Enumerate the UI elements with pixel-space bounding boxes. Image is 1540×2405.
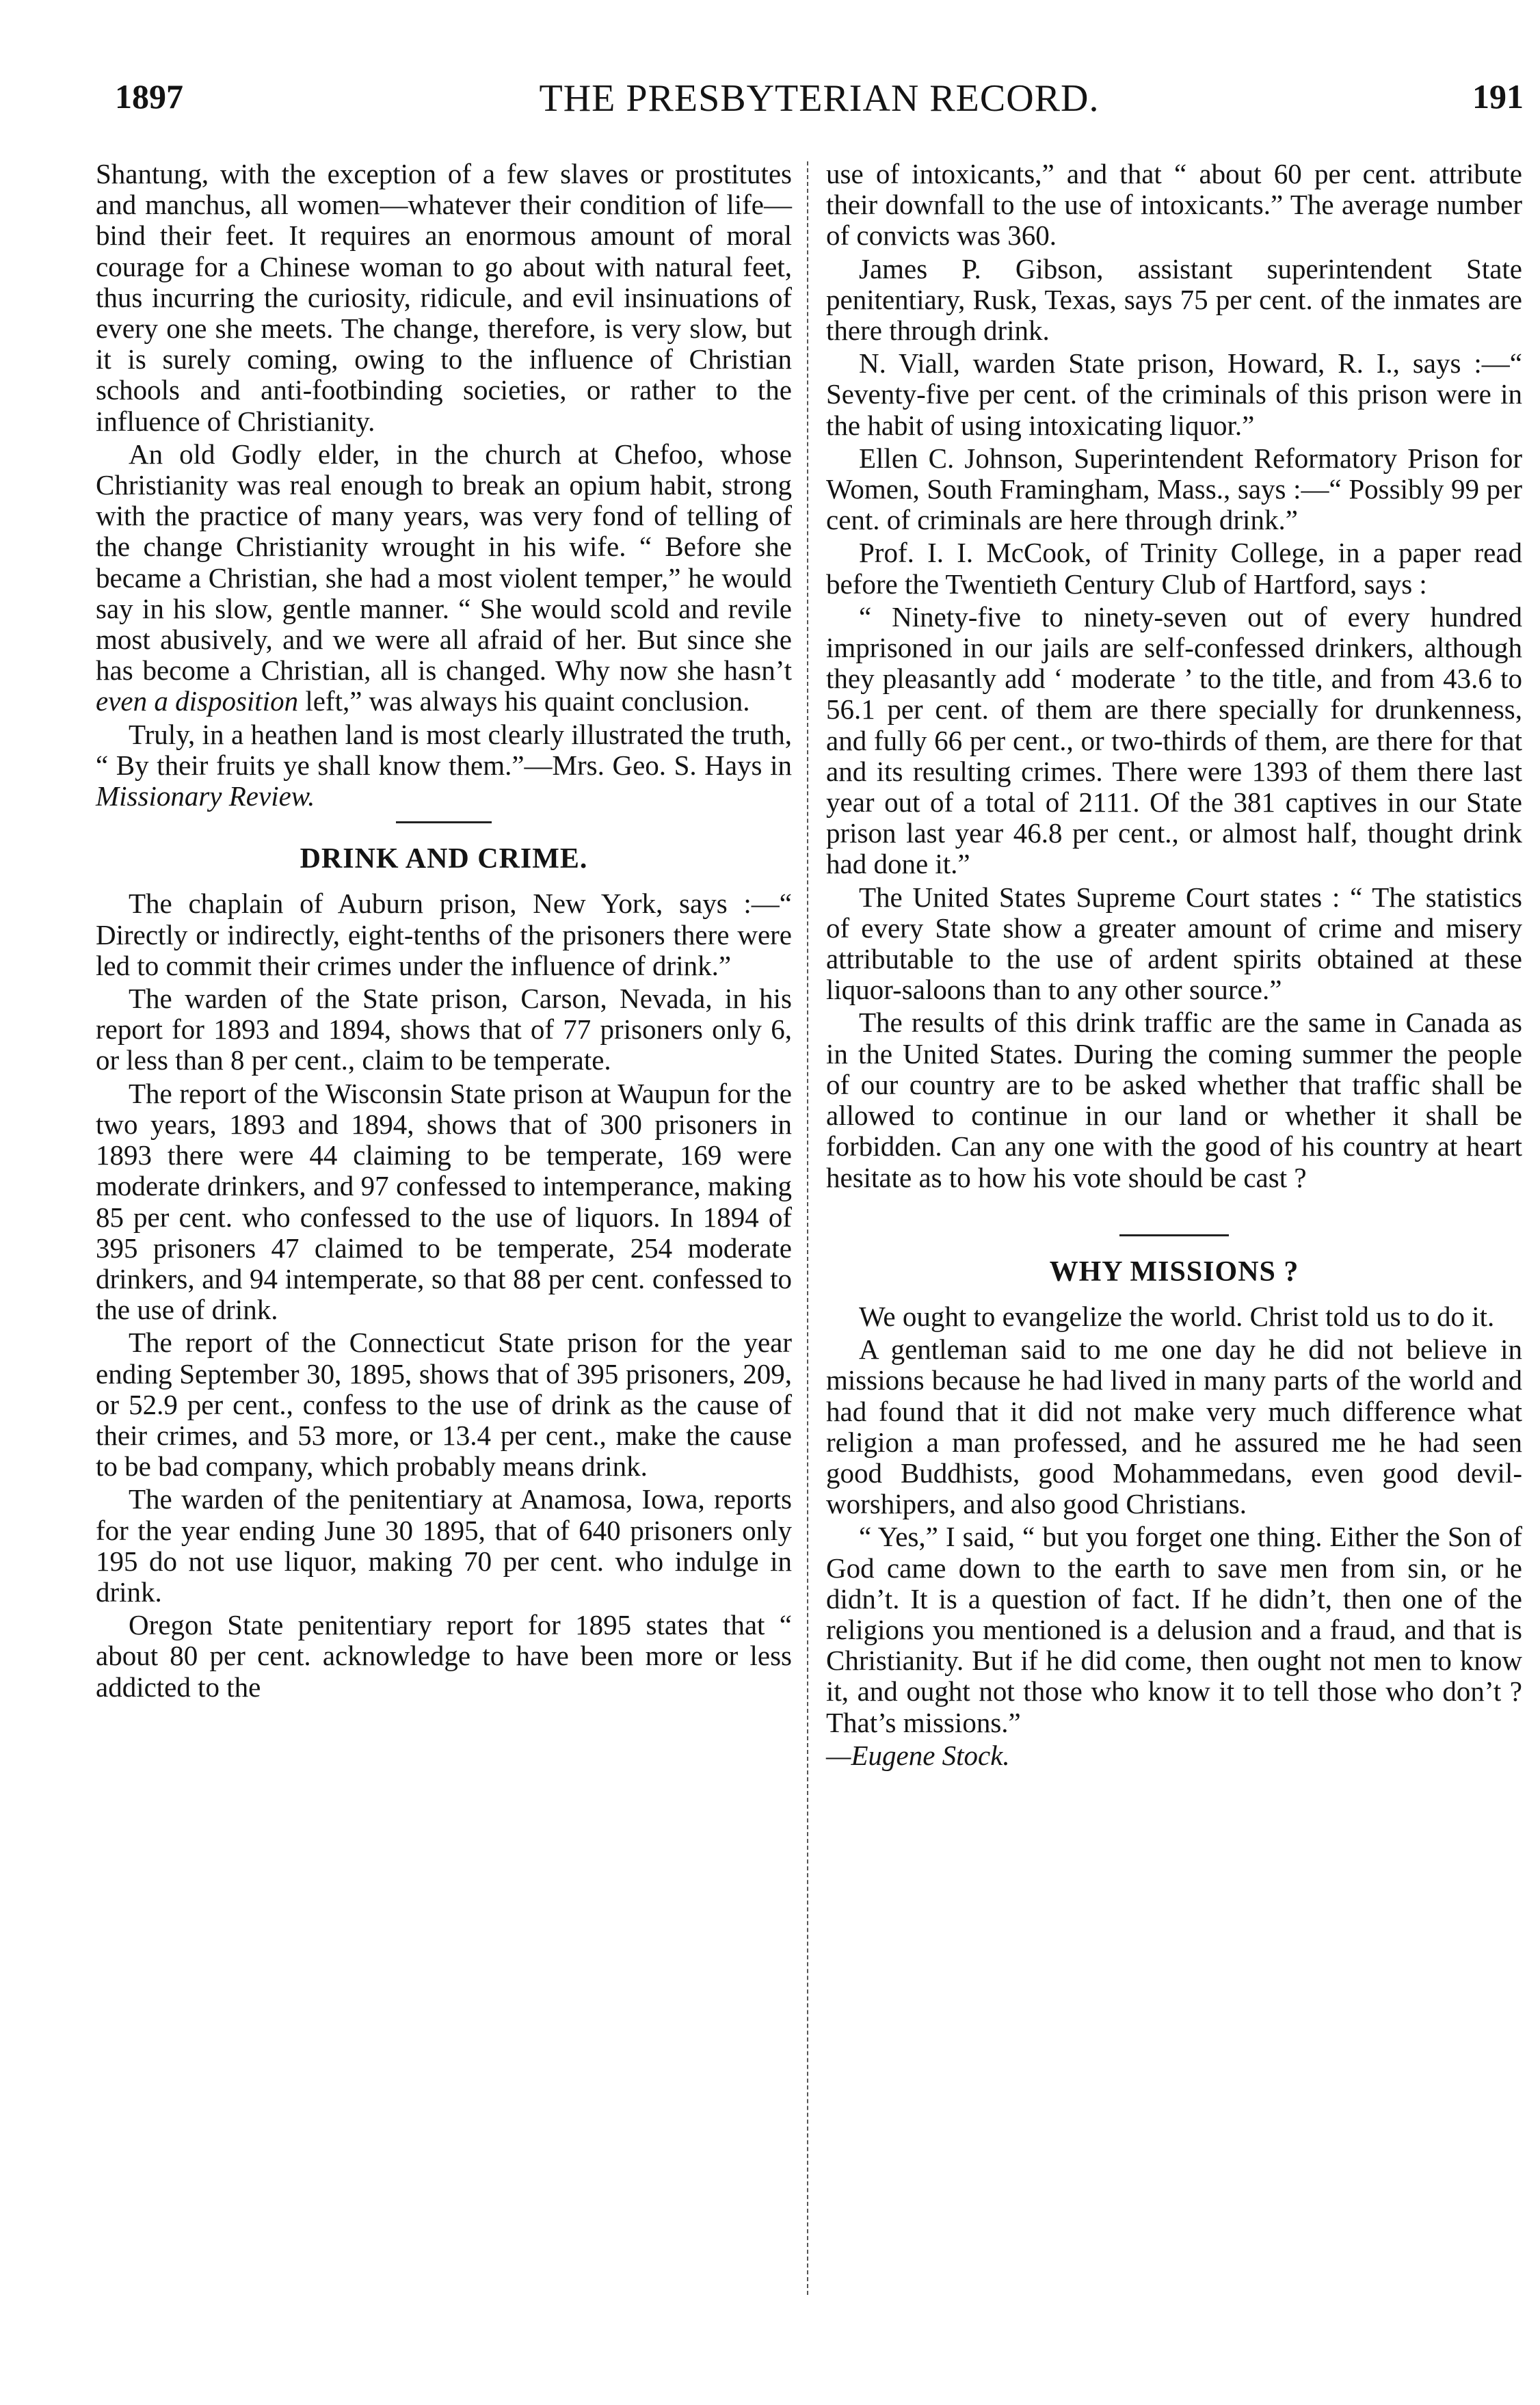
paragraph: Oregon State penitentiary report for 1895 states that “ about 80 per cent. acknowledge to have been more or less addicted to the xyxy=(96,1609,792,1703)
left-column xyxy=(96,159,792,1705)
paragraph: James P. Gibson, assistant superintendent State penitentiary, Rusk, Texas, says 75 per cent. of the inmates are there through drink. xyxy=(826,252,1522,347)
emphasis: even a disposition xyxy=(96,685,299,717)
paragraph: The chaplain of Auburn prison, New York, says :—“ Directly or indirectly, eight-tenths of the prisoners there were led to commit their crimes under the influence of drink.” xyxy=(96,888,792,981)
right-column xyxy=(826,159,1522,1773)
paragraph: An old Godly elder, in the church at Chefoo, whose Christianity was real enough to break an opium habit, strong with the practice of many years, was very fond of telling of the change Christianity wrought in his wife. “ Before she became a Christian, she had a most violent temper,” he would say in his slow, gentle manner. “ She would scold and revile most abusively, and we were all afraid of her. But since she has become a Christian, all is changed. Why now she hasn’t even a disposition left,” was always his quaint conclusion. xyxy=(96,438,792,717)
paragraph: Truly, in a heathen land is most clearly illustrated the truth, “ By their fruits ye shall know them.”—Mrs. Geo. S. Hays in Missionary Review. xyxy=(96,718,792,812)
paragraph: The results of this drink traffic are the same in Canada as in the United States. During the coming summer the people of our country are to be asked whether that traffic shall be allowed to continue in our land or whether it shall be forbidden. Can any one with the good of his country at heart hesitate as to how his vote should be cast ? xyxy=(826,1007,1522,1193)
paragraph: The warden of the State prison, Carson, Nevada, in his report for 1893 and 1894, shows that of 77 prisoners only 6, or less than 8 per cent., claim to be temperate. xyxy=(96,983,792,1076)
paragraph: use of intoxicants,” and that “ about 60 per cent. attribute their downfall to the use of intoxicants.” The average number of convicts was 360. xyxy=(826,158,1522,252)
author-signature: —Eugene Stock. xyxy=(826,1739,1010,1771)
paragraph: The United States Supreme Court states : “ The statistics of every State show a greater amount of crime and misery attributable to the use of ardent spirits obtained at these liquor-saloons than to any other source.” xyxy=(826,881,1522,1006)
section-heading-why-missions: WHY MISSIONS ? xyxy=(1049,1255,1299,1288)
source-citation: Missionary Review. xyxy=(96,780,315,812)
paragraph: We ought to evangelize the world. Christ told us to do it. xyxy=(859,1300,1495,1332)
paragraph: The report of the Connecticut State prison for the year ending September 30, 1895, shows that of 395 prisoners, 209, or 52.9 per cent., confess to the use of drink as the cause of their crimes, and 53 more, or 13.4 per cent., make the cause to be bad company, which probably means drink. xyxy=(96,1327,792,1483)
paragraph: “ Yes,” I said, “ but you forget one thing. Either the Son of God came down to the earth to save men from sin, or he didn’t. It is a question of fact. If he didn’t, then one of the religions you mentioned is a delusion and a fraud, and that is Christianity. But if he did come, then ought not men to know it, and ought not those who know it to tell those who don’t ? That’s missions.” xyxy=(826,1521,1522,1738)
publication-title: THE PRESBYTERIAN RECORD. xyxy=(539,77,1100,120)
paragraph: The report of the Wisconsin State prison at Waupun for the two years, 1893 and 1894, shows that of 300 prisoners in 1893 there were 44 claiming to be temperate, 169 were moderate drinkers, and 97 confessed to intemperance, making 85 per cent. who confessed to the use of liquors. In 1894 of 395 prisoners 47 claimed to be temperate, 254 moderate drinkers, and 94 intemperate, so that 88 per cent. confessed to the use of drink. xyxy=(96,1077,792,1326)
paragraph: N. Viall, warden State prison, Howard, R. I., says :—“ Seventy-five per cent. of the criminals of this prison were in the habit of using intoxicating liquor.” xyxy=(826,347,1522,441)
paragraph: Ellen C. Johnson, Superintendent Reformatory Prison for Women, South Framingham, Mass., says :—“ Possibly 99 per cent. of criminals are here through drink.” xyxy=(826,442,1522,536)
section-heading-drink-and-crime: DRINK AND CRIME. xyxy=(300,843,588,875)
page-number: 191 xyxy=(1472,77,1524,116)
column-divider xyxy=(807,161,808,2295)
paragraph: Shantung, with the exception of a few slaves or prostitutes and manchus, all women—whatever their condition of life—bind their feet. It requires an enormous amount of moral courage for a Chinese woman to go about with natural feet, thus incurring the curiosity, ridicule, and evil insinuations of every one she meets. The change, therefore, is very slow, but it is surely coming, owing to the influence of Christian schools and anti-footbinding societies, or rather to the influence of Christianity. xyxy=(96,158,792,437)
paragraph: The warden of the penitentiary at Anamosa, Iowa, reports for the year ending June 30 1895, that of 640 prisoners only 195 do not use liquor, making 70 per cent. who indulge in drink. xyxy=(96,1483,792,1608)
paragraph: “ Ninety-five to ninety-seven out of every hundred imprisoned in our jails are self-confessed drinkers, although they pleasantly add ‘ moderate ’ to the title, and from 43.6 to 56.1 per cent. of them are there specially for drunkenness, and fully 66 per cent., or two-thirds of them, are there for that and its resulting crimes. There were 1393 of them there last year out of a total of 2111. Of the 381 captives in our State prison last year 46.8 per cent., or almost half, thought drink had done it.” xyxy=(826,600,1522,880)
paragraph: Prof. I. I. McCook, of Trinity College, in a paper read before the Twentieth Century Club of Hartford, says : xyxy=(826,537,1522,600)
header-year: 1897 xyxy=(115,77,183,116)
section-divider xyxy=(1119,1234,1229,1236)
page-header xyxy=(115,77,1524,131)
section-divider xyxy=(396,821,492,823)
paragraph: A gentleman said to me one day he did not believe in missions because he had lived in many parts of the world and had found that it did not make very much difference what religion a man professed, and he assured me he had seen good Buddhists, good Mohammedans, even good devil-worshipers, and also good Christians. xyxy=(826,1333,1522,1520)
